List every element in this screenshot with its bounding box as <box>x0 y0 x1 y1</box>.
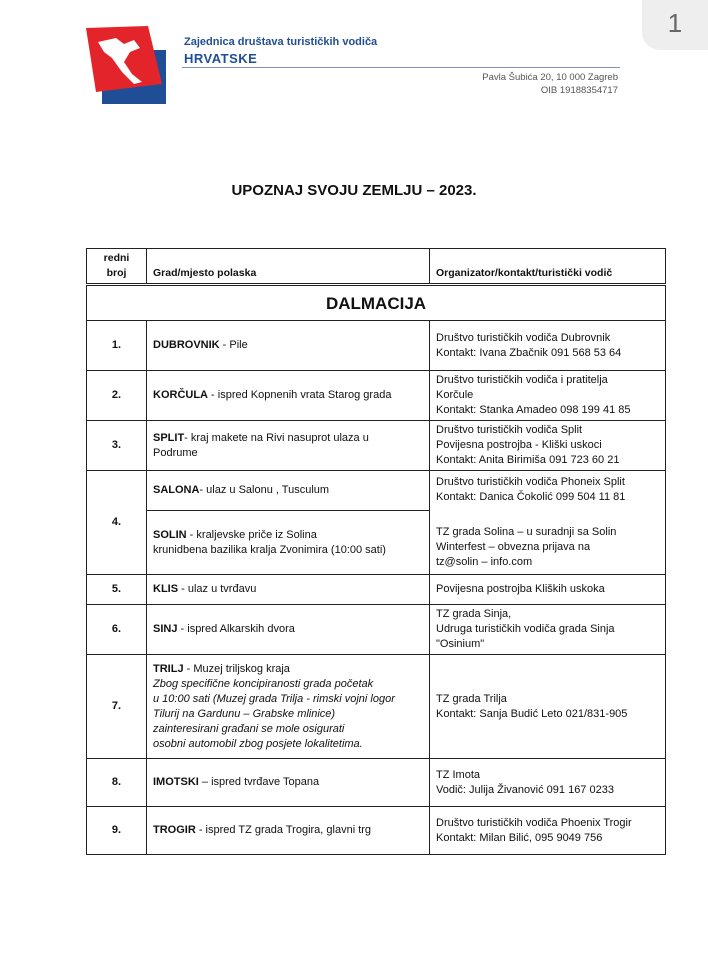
meeting-point: - ispred TZ grada Trogira, glavni trg <box>195 824 372 836</box>
row-number: 4. <box>87 471 147 575</box>
departure-cell <box>147 471 430 511</box>
city-name: TROGIR <box>153 824 196 836</box>
departure-cell <box>147 655 430 759</box>
meeting-point: - ispred Alkarskih dvora <box>177 623 295 635</box>
city-name: SOLIN <box>153 528 187 541</box>
header-organizer: Organizator/kontakt/turistički vodič <box>430 249 666 285</box>
organization-name: Zajednica društava turističkih vodiča <box>184 36 378 48</box>
organization-logo <box>84 22 174 106</box>
city-name: KORČULA <box>153 389 208 401</box>
meeting-point: - ulaz u tvrđavu <box>178 583 257 595</box>
meeting-point: - kraljevske priče iz Solina krunidbena bazilika kralja Zvonimira (10:00 sati) <box>153 528 386 556</box>
departure-cell <box>147 759 430 807</box>
organizer-cell: Društvo turističkih vodiča Dubrovnik Kontakt: Ivana Zbačnik 091 568 53 64 <box>430 321 666 371</box>
meeting-point: - ispred Kopnenih vrata Starog grada <box>208 389 392 401</box>
organizer-cell: TZ grada Trilja Kontakt: Sanja Budić Leto 021/831-905 <box>430 655 666 759</box>
organizer-cell: TZ Imota Vodič: Julija Živanović 091 167 0233 <box>430 759 666 807</box>
header-ordinal: redni broj <box>87 249 147 285</box>
departure-cell <box>147 511 430 575</box>
row-number: 9. <box>87 807 147 855</box>
region-row <box>87 285 666 321</box>
city-name: TRILJ <box>153 662 184 675</box>
table-row <box>87 421 666 471</box>
meeting-point: - ulaz u Salonu , Tusculum <box>199 484 330 496</box>
departure-cell <box>147 605 430 655</box>
page-number-badge: 1 <box>642 0 708 50</box>
row-number: 7. <box>87 655 147 759</box>
city-name: SPLIT <box>153 431 185 444</box>
header-departure-city: Grad/mjesto polaska <box>147 249 430 285</box>
croatia-map-logo-icon <box>84 22 174 106</box>
region-title: DALMACIJA <box>87 285 666 321</box>
departure-cell <box>147 371 430 421</box>
organizer-salona: Društvo turističkih vodiča Phoneix Split Kontakt: Danica Čokolić 099 504 11 81 <box>436 476 626 503</box>
meeting-point: - kraj makete na Rivi nasuprot ulaza u Podrume <box>153 431 369 459</box>
table-row <box>87 321 666 371</box>
trilj-note: Zbog specifične koncipiranosti grada početak u 10:00 sati (Muzej grada Trilja - rimski vojni logor Tilurij na Gardunu – Grabske mlinice) zainteresirani građani se mole osigurati osobni automobil zbog posjete lokalitetima. <box>153 677 395 750</box>
departure-cell <box>147 421 430 471</box>
row-number: 1. <box>87 321 147 371</box>
row-number: 3. <box>87 421 147 471</box>
organizer-cell <box>430 471 666 575</box>
row-number: 6. <box>87 605 147 655</box>
organizer-cell: Povijesna postrojba Kliških uskoka <box>430 575 666 605</box>
table-row <box>87 371 666 421</box>
organizer-cell: TZ grada Sinja, Udruga turističkih vodiča grada Sinja "Osinium" <box>430 605 666 655</box>
organizer-cell: Društvo turističkih vodiča i pratitelja Korčule Kontakt: Stanka Amadeo 098 199 41 85 <box>430 371 666 421</box>
row-number: 2. <box>87 371 147 421</box>
city-name: IMOTSKI <box>153 776 199 788</box>
city-name: SINJ <box>153 623 178 635</box>
organization-oib: OIB 19188354717 <box>540 85 618 96</box>
organizer-solin: TZ grada Solina – u suradnji sa Solin Winterfest – obvezna prijava na tz@solin – info.com <box>436 526 617 568</box>
organization-country: HRVATSKE <box>184 51 258 66</box>
meeting-point: - Pile <box>219 339 248 351</box>
table-row <box>87 605 666 655</box>
table-row <box>87 471 666 511</box>
table-header-row <box>87 249 666 285</box>
departure-cell <box>147 321 430 371</box>
city-name: KLIS <box>153 583 179 595</box>
table-row <box>87 807 666 855</box>
organization-address-block <box>482 71 618 97</box>
table-row <box>87 655 666 759</box>
departure-cell <box>147 575 430 605</box>
departure-cell <box>147 807 430 855</box>
meeting-point: - Muzej triljskog kraja <box>183 662 290 675</box>
organizer-cell: Društvo turističkih vodiča Phoenix Trogir Kontakt: Milan Bilić, 095 9049 756 <box>430 807 666 855</box>
city-name: DUBROVNIK <box>153 339 220 351</box>
city-name: SALONA <box>153 484 200 496</box>
organization-address: Pavla Šubića 20, 10 000 Zagreb <box>482 72 618 83</box>
row-number: 8. <box>87 759 147 807</box>
row-number: 5. <box>87 575 147 605</box>
meeting-point: – ispred tvrđave Topana <box>198 776 320 788</box>
tour-schedule-table <box>86 248 666 855</box>
organizer-cell: Društvo turističkih vodiča Split Povijesna postrojba - Kliški uskoci Kontakt: Anita Birimiša 091 723 60 21 <box>430 421 666 471</box>
table-row <box>87 759 666 807</box>
header-divider <box>182 67 620 68</box>
table-row <box>87 575 666 605</box>
document-title: UPOZNAJ SVOJU ZEMLJU – 2023. <box>231 182 477 199</box>
